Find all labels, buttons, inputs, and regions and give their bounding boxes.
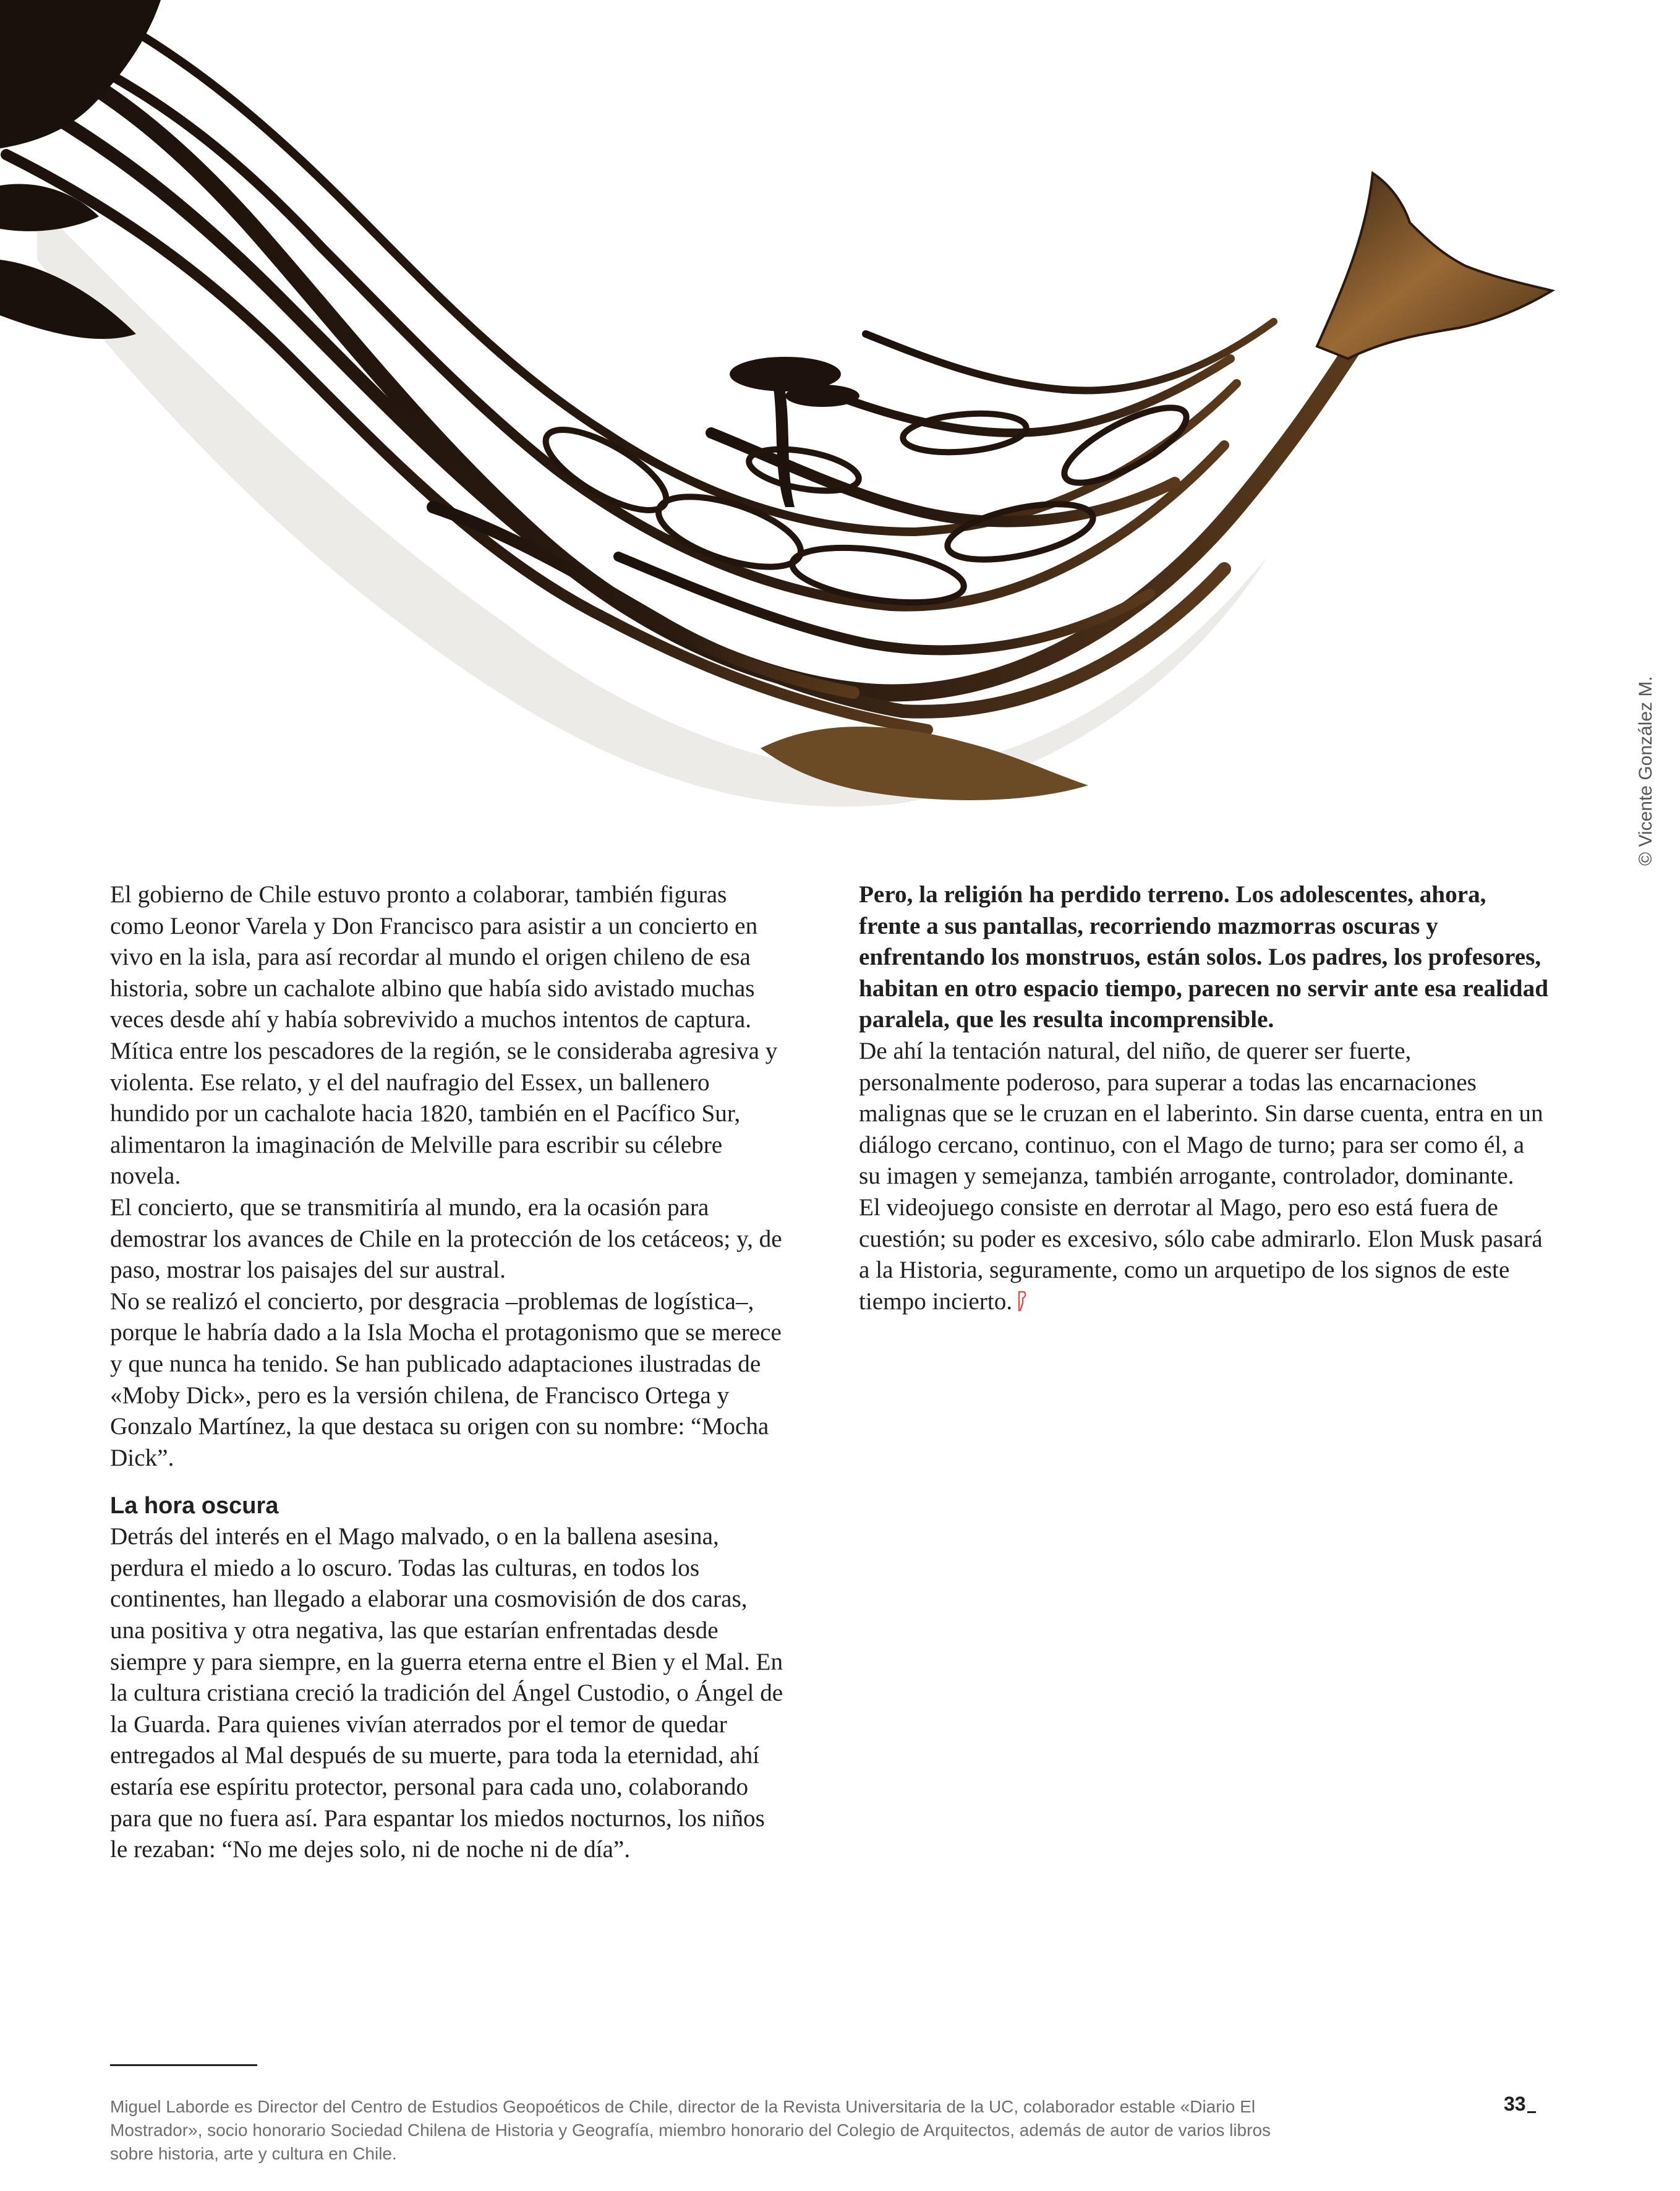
right-column — [859, 879, 1551, 1317]
page-number: 33 — [1504, 2093, 1526, 2115]
body-paragraph — [859, 1192, 1551, 1317]
footnote-rule — [110, 2064, 257, 2066]
author-footnote: Miguel Laborde es Director del Centro de Estudios Geopoéticos de Chile, director de la Revista Universitaria de la UC, colaborador estable «Diario El Mostrador», socio honorario Sociedad Chilena de Historia y Geografía, miembro honorario del Colegio de Arquitectos, además de autor de varios libros sobre historia, arte y cultura en Chile. — [110, 2097, 1271, 2163]
closing-text: El videojuego consiste en derrotar al Mago, pero eso está fuera de cuestión; su poder es excesivo, sólo cabe admirarlo. Elon Musk pasará a la Historia, seguramente, como un arquetipo de los signos de este tiempo incierto. — [859, 1194, 1543, 1315]
body-paragraph: De ahí la tentación natural, del niño, de querer ser fuerte, personalmente poderoso, para superar a todas las encarnaciones malignas que se le cruzan en el laberinto. Sin darse cuenta, entra en un diálogo cercano, continuo, con el Mago de turno; para ser como él, a su imagen y semejanza, también arrogante, controlador, dominante. — [859, 1037, 1543, 1190]
page-number-underscore — [1527, 2111, 1536, 2113]
end-mark-icon — [1017, 1291, 1027, 1312]
left-column — [110, 879, 784, 1866]
body-paragraph: Detrás del interés en el Mago malvado, o en la ballena asesina, perdura el miedo a lo oscuro. Todas las culturas, en todos los continentes, han llegado a elaborar una cosmovisión de dos caras, una positiva y otra negativa, las que estarían enfrentadas desde siempre y para siempre, en la guerra eterna entre el Bien y el Mal. En la cultura cristiana creció la tradición del Ángel Custodio, o Ángel de la Guarda. Para quienes vivían aterrados por el temor de quedar entregados al Mal después de su muerte, para toda la eternidad, ahí estaría ese espíritu protector, personal para cada uno, colaborando para que no fuera así. Para espantar los miedos nocturnos, los niños le rezaban: “No me dejes solo, ni de noche ni de día”. — [110, 1523, 783, 1863]
body-paragraph: El gobierno de Chile estuvo pronto a colaborar, también figuras como Leonor Varela y Don Francisco para asistir a un concierto en vivo en la isla, para así recordar al mundo el origen chileno de esa historia, sobre un cachalote albino que había sido avistado muchas veces desde ahí y había sobrevivido a muchos intentos de captura. Mítica entre los pescadores de la región, se le consideraba agresiva y violenta. Ese relato, y el del naufragio del Essex, un ballenero hundido por un cachalote hacia 1820, también en el Pacífico Sur, alimentaron la imaginación de Melville para escribir su célebre novela. — [110, 881, 778, 1190]
whale-kelp-sculpture-image — [0, 0, 1558, 860]
body-paragraph: El concierto, que se transmitiría al mundo, era la ocasión para demostrar los avances de Chile en la protección de los cetáceos; y, de paso, mostrar los paisajes del sur austral. — [110, 1194, 782, 1284]
lead-paragraph: Pero, la religión ha perdido terreno. Los adolescentes, ahora, frente a sus pantallas, recorriendo mazmorras oscuras y enfrentando los monstruos, están solos. Los padres, los profesores, habitan en otro espacio tiempo, parecen no servir ante esa realidad paralela, que les resulta incomprensible. — [859, 881, 1548, 1033]
body-paragraph: No se realizó el concierto, por desgracia –problemas de logística–, porque le habría dado a la Isla Mocha el protagonismo que se merece y que nunca ha tenido. Se han publicado adaptaciones ilustradas de «Moby Dick», pero es la versión chilena, de Francisco Ortega y Gonzalo Martínez, la que destaca su origen con su nombre: “Mocha Dick”. — [110, 1288, 782, 1471]
section-heading: La hora oscura — [110, 1493, 279, 1519]
sculpture-loops — [535, 394, 1196, 612]
photo-credit: © Vicente González M. — [1635, 676, 1656, 866]
sculpture-tail — [1317, 173, 1552, 359]
